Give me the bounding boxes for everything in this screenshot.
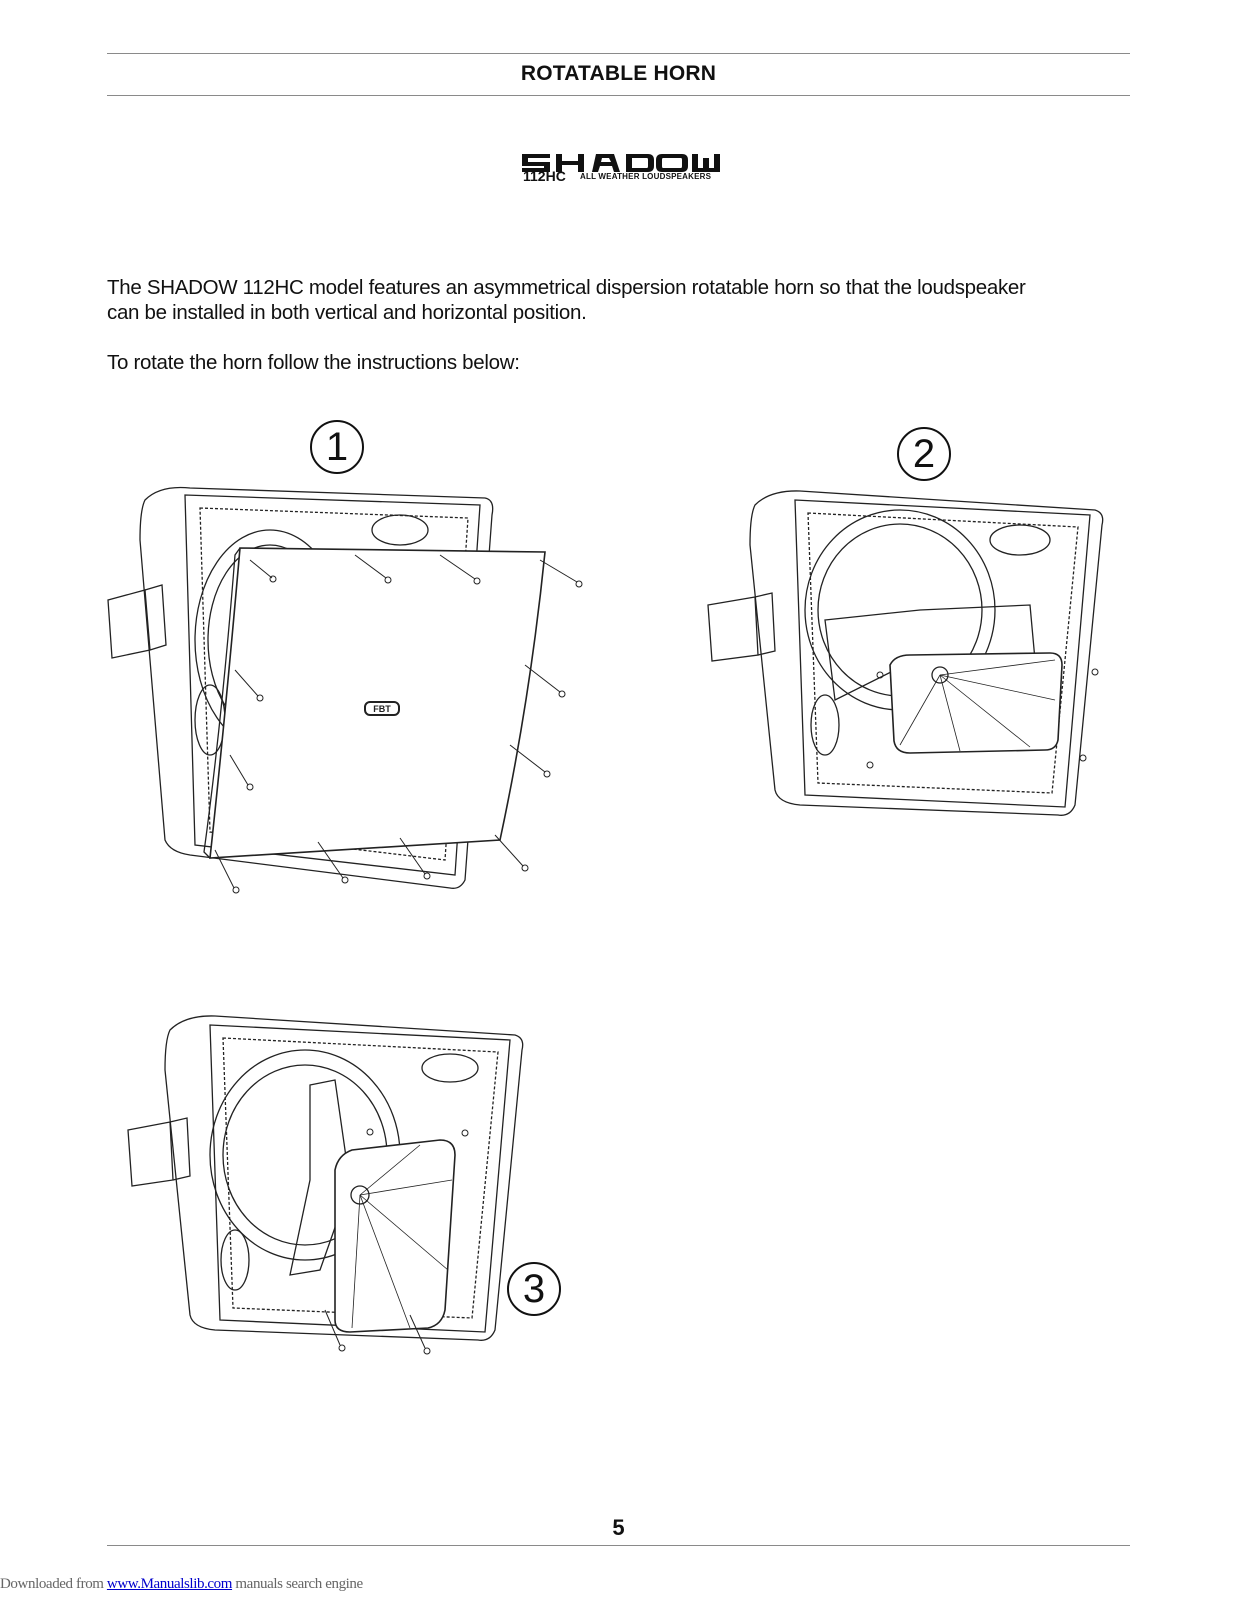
logo-model: 112HC (523, 168, 566, 184)
footer-prefix: Downloaded from (0, 1576, 107, 1592)
intro-line-2: can be installed in both vertical and horizontal position. (107, 301, 587, 324)
step-2-illustration (700, 485, 1120, 825)
instructions-intro: To rotate the horn follow the instructions below: (107, 351, 520, 374)
step-3-illustration (120, 1010, 540, 1370)
footer (0, 1576, 363, 1593)
step-2-number: 2 (897, 427, 951, 481)
manualslib-link[interactable]: www.Manualslib.com (106, 1576, 233, 1592)
svg-text:FBT: FBT (373, 704, 391, 714)
intro-line-1: The SHADOW 112HC model features an asymmetrical dispersion rotatable horn so that the loudspeaker (107, 276, 1026, 299)
page-title: ROTATABLE HORN (520, 62, 717, 85)
step-3-number: 3 (507, 1262, 561, 1316)
step-1-illustration (100, 480, 600, 910)
header-rule-top (107, 53, 1130, 54)
page-number: 5 (612, 1515, 625, 1540)
step-1-number: 1 (310, 420, 364, 474)
logo-tagline: ALL WEATHER LOUDSPEAKERS (580, 172, 712, 181)
footer-rule (107, 1545, 1130, 1546)
footer-suffix: manuals search engine (232, 1576, 363, 1592)
header-rule-bottom (107, 95, 1130, 96)
